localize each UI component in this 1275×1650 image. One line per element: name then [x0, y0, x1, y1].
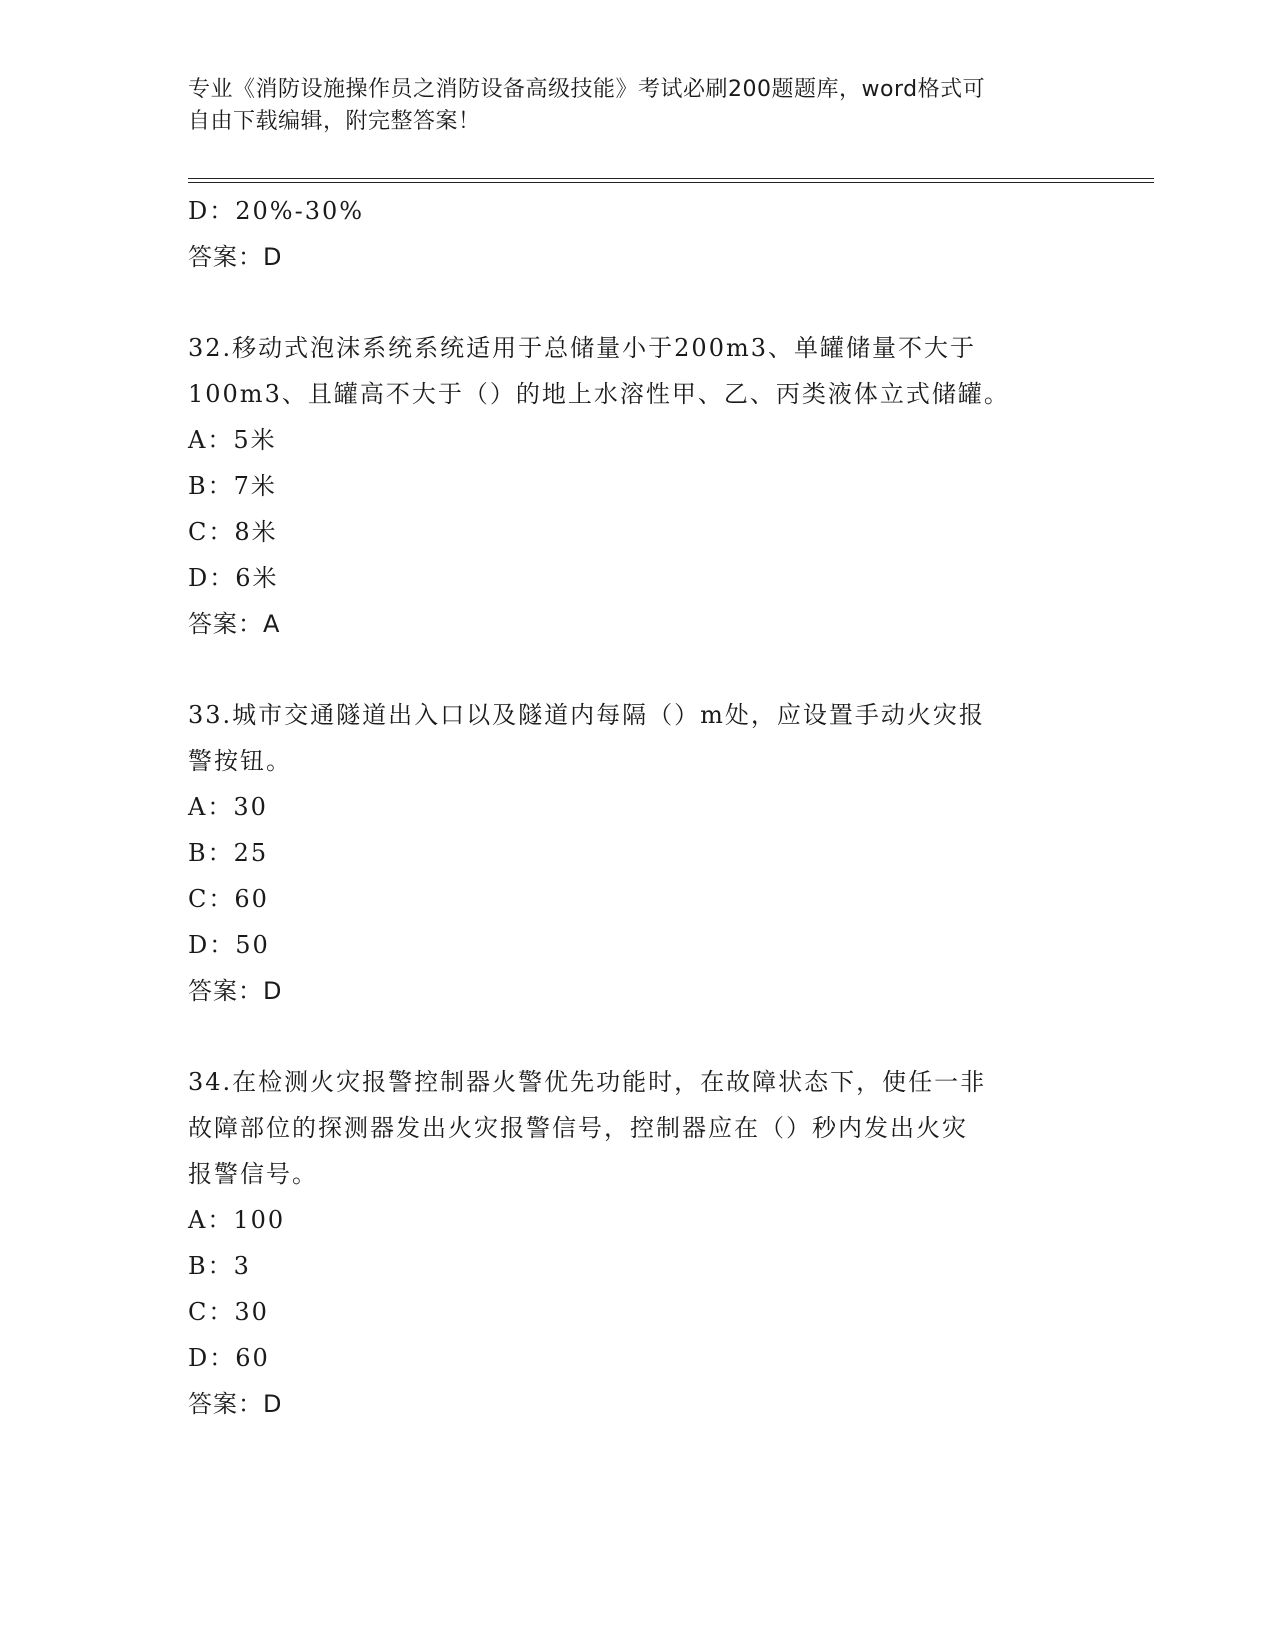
question-stem-line: 33.城市交通隧道出入口以及隧道内每隔（）m处，应设置手动火灾报	[188, 701, 985, 729]
option-d: D：6米	[188, 564, 279, 592]
option-d: D：50	[188, 931, 270, 959]
option-c: C：8米	[188, 518, 278, 546]
answer-line: 答案：D	[188, 977, 283, 1005]
option-b: B：3	[188, 1252, 251, 1280]
option-a: A：30	[188, 793, 268, 821]
option-a: A：5米	[188, 426, 277, 454]
question-stem-line: 警按钮。	[188, 747, 292, 775]
question-stem-line: 故障部位的探测器发出火灾报警信号，控制器应在（）秒内发出火灾	[188, 1114, 968, 1142]
question-33	[188, 692, 1088, 1014]
question-stem-line: 报警信号。	[188, 1160, 318, 1188]
answer-line: 答案：A	[188, 610, 281, 638]
header-divider-top	[188, 178, 1154, 179]
option-d: D：60	[188, 1344, 270, 1372]
question-list	[188, 188, 1088, 1427]
header-title-line-1: 专业《消防设施操作员之消防设备高级技能》考试必刷200题题库，word格式可	[188, 77, 986, 102]
spacer	[188, 647, 1088, 692]
question-stem-line: 34.在检测火灾报警控制器火警优先功能时，在故障状态下，使任一非	[188, 1068, 987, 1096]
option-b: B：7米	[188, 472, 277, 500]
spacer	[188, 1014, 1088, 1059]
question-stem-line: 32.移动式泡沫系统系统适用于总储量小于200m3、单罐储量不大于	[188, 334, 977, 362]
option-d: D：20%-30%	[188, 197, 365, 225]
question-stem-line: 100m3、且罐高不大于（）的地上水溶性甲、乙、丙类液体立式储罐。	[188, 380, 1010, 408]
option-c: C：60	[188, 885, 269, 913]
document-header	[188, 74, 1068, 138]
option-b: B：25	[188, 839, 269, 867]
header-divider-bottom	[188, 182, 1154, 183]
question-32	[188, 325, 1088, 647]
option-a: A：100	[188, 1206, 286, 1234]
answer-line: 答案：D	[188, 243, 283, 271]
spacer	[188, 280, 1088, 325]
answer-line: 答案：D	[188, 1390, 283, 1418]
header-title-line-2: 自由下载编辑，附完整答案！	[188, 109, 481, 134]
question-31-tail	[188, 188, 1088, 280]
question-34	[188, 1059, 1088, 1427]
option-c: C：30	[188, 1298, 269, 1326]
